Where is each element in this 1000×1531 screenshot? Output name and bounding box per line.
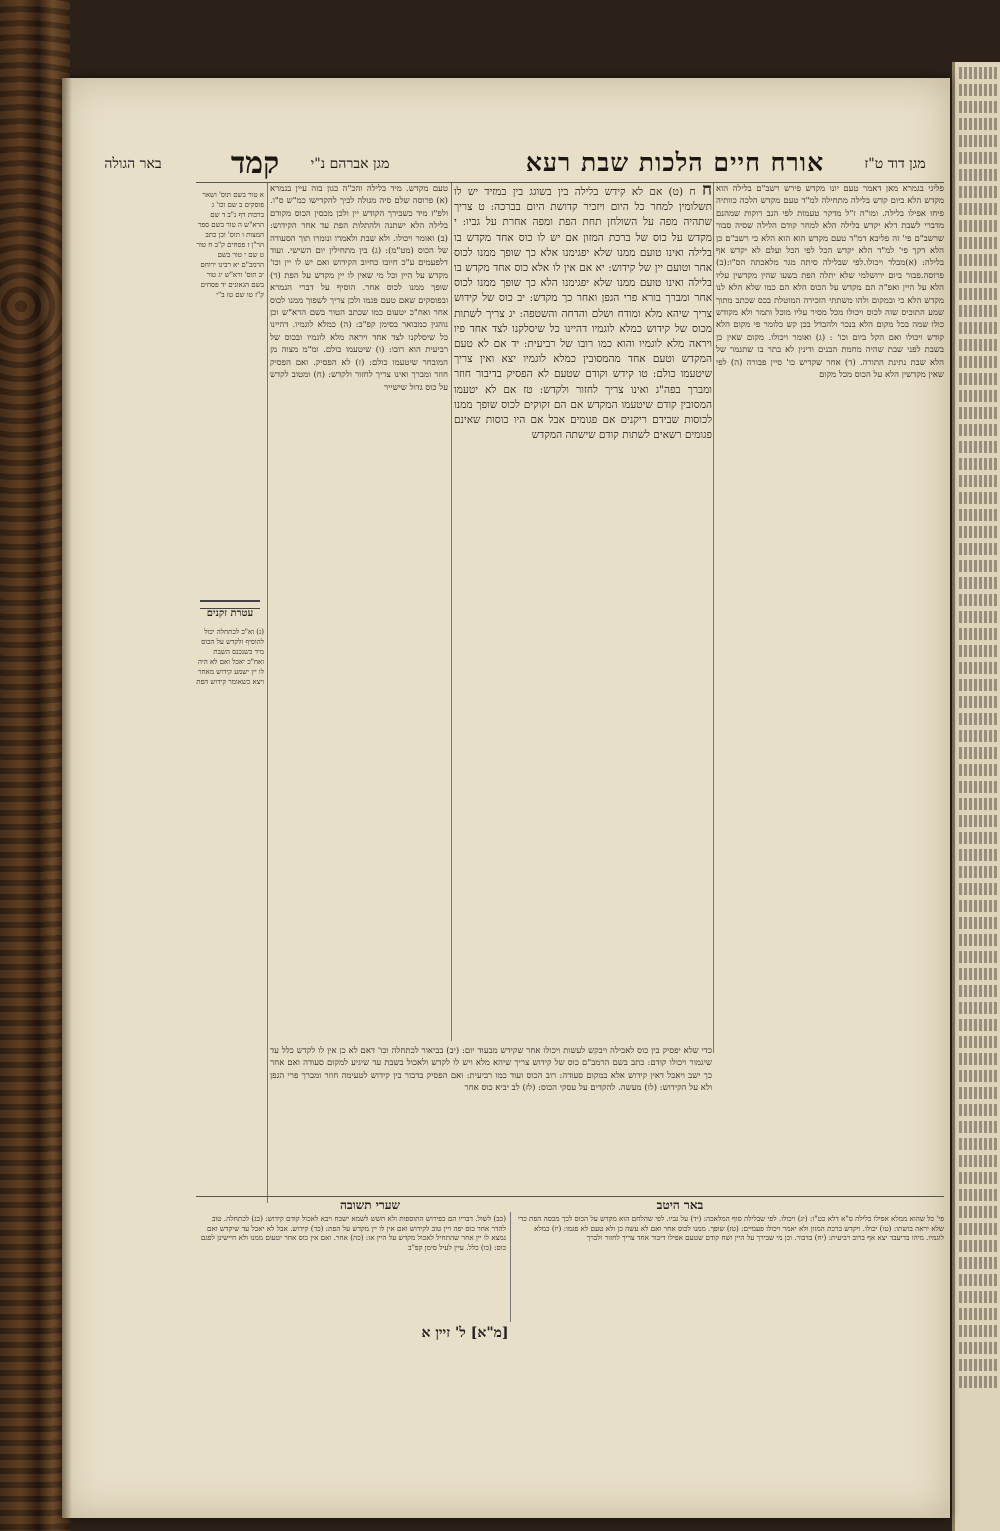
running-title: אורח חיים הלכות שבת רעא <box>525 148 825 177</box>
page-number: קמד <box>230 146 280 181</box>
header-left-author: מגן אברהם נ"י <box>310 156 390 172</box>
beer-hagolah-column: א טור בשם תוס' ושאר פוסקים ב שם וכו' ג ברכות דף נ"ב ד שם הרא"ש ה טור בשם ספר המצות ו תוס' וכן כתב הר"ן ז פסחים ק"ב ח טור ט שם י טור בשם הרמב"ם יא רבינו ירוחם יב תוס' ורא"ש יג טור בשם הגאונים יד פסחים ק"ז טו שם טז ב"י <box>196 191 264 299</box>
ateret-zkenim-label: עטרת זקנים <box>206 608 254 619</box>
main-text: ח (ט) אם לא קידש בלילה בין בשוגג בין במזיד יש לו תשלומין למחר כל היום ויזכיר קדושת היום בברכה: ט צריך שתהיה מפה על השולחן תחת הפת ומפה אחרת על גביו: י מקדש על כוס של ברכת המזון אם יש לו כוס אחד מקדש בו בלילה ואינו טועם ממנו שלא יפגימנו אלא כך שופך ממנו לכוס אחר וטועם יין של קידוש: יא אם אין לו אלא כוס אחד מקדש בו בלילה ואינו טועם ממנו שלא יפגימנו הלא כך שופך ממנו לכוס אחר ומברך בורא פרי הגפן ואחר כך מקדש: יב כוס של קידוש צריך שיהא מלא ומודח ושלם והדחה והשטפה: יג צריך לשתות מכוס של קידוש כמלא לוגמיו דהיינו כל שיסלקנו לצד אחד פיו ויראה מלא לוגמיו והוא כמו רובו של רביעית: יד אם לא טעם המקדש וטעם אחד מהמסובין כמלא לוגמיו יצא ואין צריך שיטעמו כולם: טו קידש וקודם שטעם לא הפסיק בדיבור חוזר ומברך בפה"ג ואינו צריך לחזור ולקדש: טז אם לא יטעמו המסובין קודם שיטעמו המקדש אם הם זקוקים לכוס שופך ממנו לכוסות שבידם ריקנים אם פגומים אבל אם היו כוסות שאינם פגומים רשאים לשתות קודם שישתה המקדש <box>454 186 712 442</box>
ateret-zkenim-column: (ג) וא"כ לכתחלה יכול להוסיף ולקדש על הכוס מיד כשנכנס השבת ואח"כ יאכל ואם לא היה לו יין ישמע קידוש מאחר ויצא כשאומר קידוש הפת <box>196 628 264 686</box>
beer-heitev-text: פי' כל שהוא ממלא אפילו בלילה ס"א דלא כט"ז: (יג) ויכולו. לפי שבלילה סוף המלאכה: (יד) על גביו. לפי שהלחם הוא מקדש על הכוס לכך מכסה הפת כדי שלא יראה בושתו: (טו) יכולו. ויקדש ברכת המזון ולא יאמר ויכולו פעמיים: (טז) שופך. ממנו לכוס אחר ואם לא עשה כן ולא טעם לא פגמו: (יז) כמלא לוגמיו. מיהו בדיעבד יצא אף ברוב רביעית: (יח) בדבור. וכן מי שבירך על היין ושח קודם שטעם אפילו דיבור אחד צריך לחזור ולברך <box>517 1214 944 1243</box>
column-divider <box>451 183 452 1041</box>
column-divider <box>267 183 268 1203</box>
bottom-section-rule <box>196 1196 944 1197</box>
main-heading-letter: ח <box>701 183 712 200</box>
main-text-column <box>454 183 712 1011</box>
beer-heitev-title: באר היטב <box>656 1198 704 1212</box>
facing-page-edge <box>952 62 1000 1531</box>
header-right-author: מגן דוד ט"ז <box>864 156 926 172</box>
page-gutter-shadow <box>62 78 72 1518</box>
lower-commentary-block: כדי שלא יפסיק בין כוס לאכילה ויבקש לעשות ויכולו אחר שקידש מבעוד יום: (יב) בביאור לכתחלה וכו' דאם לא כן אין לו לקדש כלל עד שיגמור ויכולו קודם: כתב בשם הרמב"ם כוס של קידוש צריך שיהא מלא ויש לו לקדש ולאכול בשבת עד שיגיע למקום סעודה ואם אחר כך ישב ויאכל דאין קידוש אלא במקום סעודה: רוב הכוס ועוד כמו רביעית: ואם הפסיק בדבור בין קידוש לטעימה חוזר ומברך פרי הגפן ולא על הקידוש: (לו) מעשה. להקדים על עסקי הכוס: (לז) לב יביא כוס אחר <box>270 1046 712 1094</box>
column-divider <box>713 183 714 1053</box>
shaarei-teshuvah-title: שערי תשובה <box>339 1198 401 1212</box>
bottom-column-divider <box>510 1212 511 1322</box>
printer-signature: [מ"א] ל' זיין א <box>421 1325 509 1341</box>
header-beer-hagolah: באר הגולה <box>104 156 162 172</box>
shaarei-teshuvah-text: (כב) לשול. דבריו הם כפירוש התוספות ולא חשש לשמא ישכח ויבא לאכול קודם קידוש: (כג) לכתחלה. טוב להדר אחר כוס יפה ויין טוב לקידוש ואם אין לו יין מקדש על הפת: (כד) קידוש. אבל לא יאכל עד שיקדש ואם נמצא לו יין אחר שהתחיל לאכול מקדש על היין אז: (כה) אחר. ואם אין כוס אחר יטעום ממנו ולא חיישינן לפגם כוס: (כו) כלל. עיין לעיל סימן קפ"ב <box>200 1214 506 1252</box>
magen-avraham-column: טעם מקדש. מיד בלילה והכ"ה כגון בזה עיין בגמרא (א) פרוסה שלם סיה מגולה לכיך להקדישו כמ"ש ס"ו. ולפ"ז מיד כשבירך הקודש יין ולכן מכסין הכוס מקודם בלילה הלא ישתנה ולהתלות הפת עד אחר הקידוש: (ב) ואומר ויכולו. ולא שבת ולאמרו ונומרו תוך הסעודה של הכוס (מט"מ): (ג) בין מתחילין יום השישי. ועוד דלפעמים ע"כ חיובו כחיוב הקידוש ואם יש לו יין וכו' מקדש על היין וכל מי שאין לו יין מקדש על הפת (ד) שופך ממנו לכוס אחר. הוסיף על דברי הגמרא ובפוסקים שאם טעם פגמו ולכן צריך לשפוך ממנו לכוס אחר ואח"כ יטעום כמו שכתב הטור בשם הרא"ש וכן נוהגין כמבואר בסימן קפ"ב: (ה) כמלא לוגמיו. דהיינו כל שיסלקנו לצד אחד ויראה מלא לוגמיו ובכוס של רביעית הוא רובו: (ו) שיטעמו כולם. ומ"מ מצוה מן המובחר שיטעמו כולם: (ז) לא הפסיק. ואם הפסיק חוזר ומברך ואינו צריך לחזור ולקדש: (ח) ומטוב לקדש על כוס גדול שישייר <box>270 184 448 393</box>
book-spine <box>0 0 70 1531</box>
magen-david-column: פליגי בגמרא מאן דאמר טעם יונו מקדש פירש רשב"ם בלילה הוא מקדש הלא ביום קדש בלילה מתחילה למ"ד טעם מקדש הלכה כוותיה פיחו אפילו בלילה. ומו"ה ז"ל מדקר טעמות לפי הנב רוקות שמהנם מדברי לשבת דלא יקדש בלילה הלא למחר קודם הלילה שסיה סבור שרשב"ם פי' זה פליבא דמ"ד טעם מקדש הוא הוא הלא כי רשב"ם כן הלא דקך פי' למ"ד הלא יקדש הכל לפי הכל ועלם לא יקדש אף בלילה: (א)מבלד ויכולו.לפי שבלילה סיתה מגר מלאכתה הס"ו:(ב) פרוסה.פבור ביום ירושלמי שלא יתלה הפת בשעו שהין מקדשין עליו הלא על היין ואפ"ה הם מקדש על הכוס הלא הם כמו שלא הלא לנו מקדש הלא כי ובמקום ולהו משתתי הזכירה המוטלת בכס שכתב מתוך שמע התוכיס שוה לכוס ויכולו מכל מסיר עליו מוכל ותמר ולא מקודש כולו שמה בכל מקום הלא בנכר ולהבדל בכן קש כלומר פי מקום הלא קודש ויכולו ואם הקל ביום וכו' : (ג) ואומר ויכולו. מקום שאין כן בשבת לפני שבת שהיה מחמת הבנים ודינין לא בתר בו שתגמר של הלא שבת נתינת התורה. (ד) אחר שקדיש כו' סיין פבורה (ה) לפי שאין מקדשין הלא על הכוס מכל מקום <box>716 184 944 381</box>
